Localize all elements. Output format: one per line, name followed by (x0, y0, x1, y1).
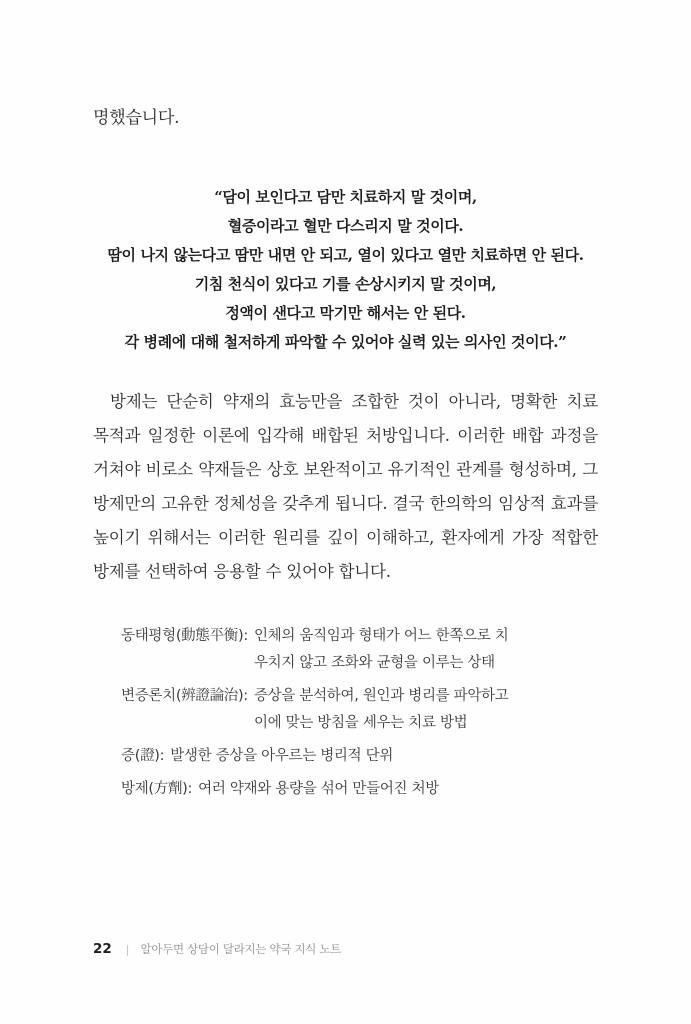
footer-separator: | (125, 942, 130, 956)
quote-line: “담이 보인다고 담만 치료하지 말 것이며, (214, 188, 477, 206)
glossary-term: 증(證): (121, 748, 165, 764)
glossary-definition-line: 이에 맞는 방침을 세우는 치료 방법 (253, 715, 468, 731)
glossary-definition-line: 발생한 증상을 아우르는 병리적 단위 (170, 748, 394, 764)
page-number: 22 (93, 941, 112, 957)
glossary-item (121, 623, 598, 677)
glossary-definition (198, 776, 598, 803)
glossary-term: 방제(方劑): (121, 781, 193, 797)
glossary-definition-line: 증상을 분석하여, 원인과 병리를 파악하고 (253, 688, 509, 704)
glossary-definition-line: 여러 약재와 용량을 섞어 만들어진 처방 (198, 781, 439, 797)
quote-block (93, 183, 598, 357)
glossary-term: 변증론치(辨證論治): (121, 688, 248, 704)
page-content (93, 0, 598, 809)
glossary-definition-line: 우치지 않고 조화와 균형을 이루는 상태 (253, 655, 495, 671)
glossary-definition (170, 743, 598, 770)
glossary-item (121, 743, 598, 770)
quote-line: 땀이 나지 않는다고 땀만 내면 안 되고, 열이 있다고 열만 치료하면 안 된다. (107, 246, 584, 264)
glossary-item (121, 776, 598, 803)
glossary-item (121, 683, 598, 737)
glossary-term: 동태평형(動態平衡): (121, 628, 248, 644)
quote-line: 혈증이라고 혈만 다스리지 말 것이다. (227, 217, 464, 235)
glossary-list (93, 623, 598, 803)
body-paragraph: 방제는 단순히 약재의 효능만을 조합한 것이 아니라, 명확한 치료 목적과 일정한 이론에 입각해 배합된 처방입니다. 이러한 배합 과정을 거쳐야 비로소 약재들은 상호 보완적이고 유기적인 관계를 형성하며, 그 방제만의 고유한 정체성을 갖추게 됩니다. 결국 한의학의 임상적 효과를 높이기 위해서는 이러한 원리를 깊이 이해하고, 환자에게 가장 적합한 방제를 선택하여 응용할 수 있어야 합니다. (93, 392, 598, 581)
quote-line: 기침 천식이 있다고 기를 손상시키지 말 것이며, (194, 275, 497, 293)
glossary-definition (254, 623, 598, 677)
paragraph-fragment: 명했습니다. (93, 108, 180, 128)
page-footer (93, 941, 341, 957)
glossary-definition-line: 인체의 움직임과 형태가 어느 한쪽으로 치 (253, 628, 509, 644)
glossary-definition (254, 683, 598, 737)
quote-line: 각 병례에 대해 철저하게 파악할 수 있어야 실력 있는 의사인 것이다.” (124, 333, 567, 351)
book-title: 알아두면 상담이 달라지는 약국 지식 노트 (140, 942, 342, 956)
quote-line: 정액이 샌다고 막기만 해서는 안 된다. (225, 304, 466, 322)
